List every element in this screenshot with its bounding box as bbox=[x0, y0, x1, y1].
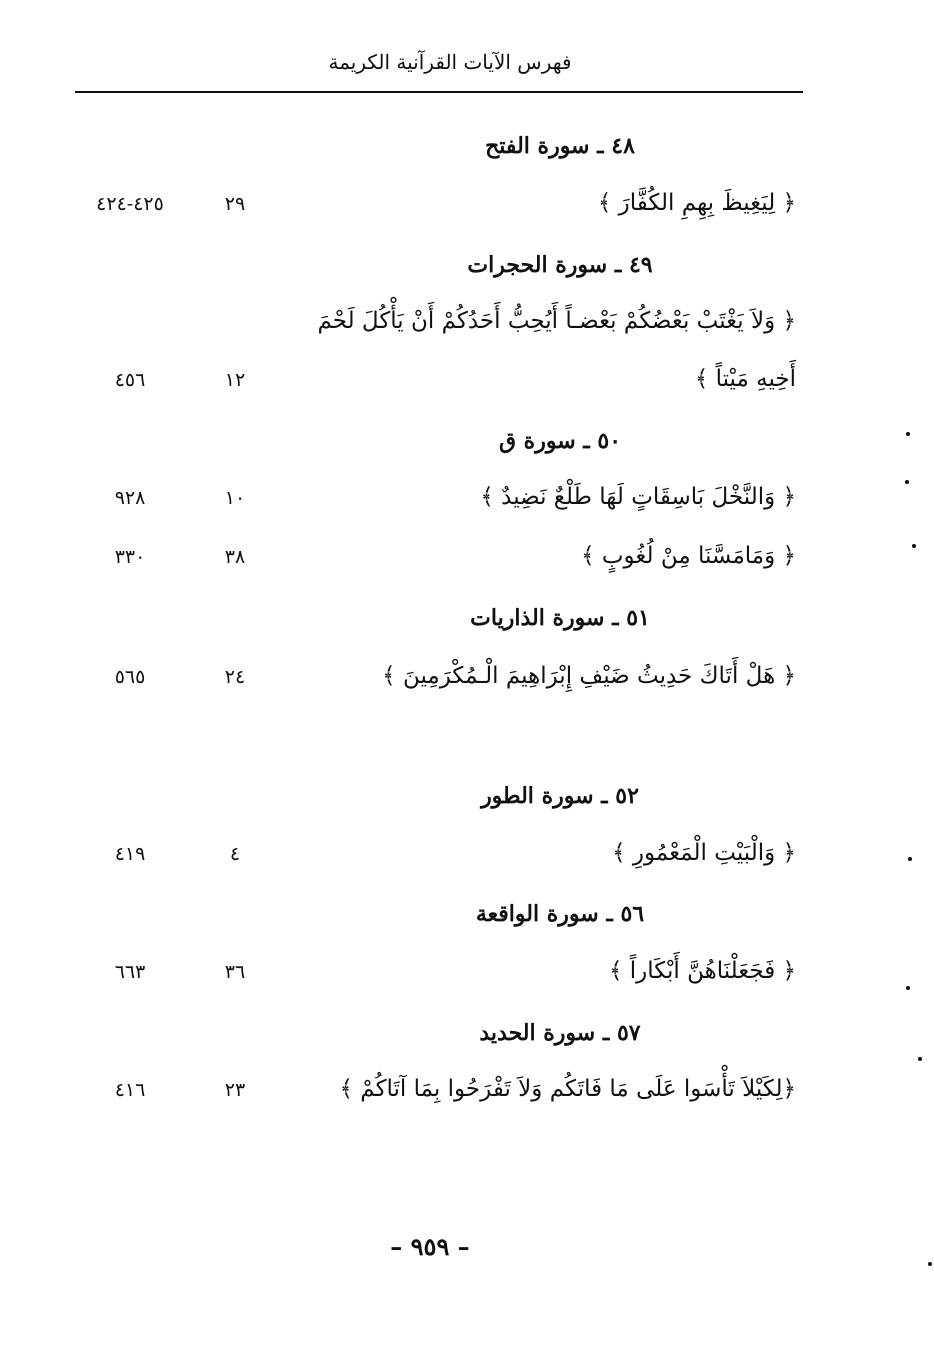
ayah-number: ١٢ bbox=[224, 369, 246, 391]
page-number: – ٩٥٩ – bbox=[390, 1232, 470, 1261]
verse-text: ﴿ وَالْبَيْتِ الْمَعْمُورِ ﴾ bbox=[612, 840, 796, 866]
surah-heading: ٥٠ ـ سورة ق bbox=[498, 428, 622, 454]
scan-speck bbox=[912, 544, 916, 548]
surah-heading: ٤٩ ـ سورة الحجرات bbox=[467, 252, 653, 278]
page-reference: ٤١٩ bbox=[114, 843, 146, 865]
verse-text: ﴿ وَلاَ يَغْتَبْ بَعْضُكُمْ بَعْضـاً أَيُحِبُّ أَحَدُكُمْ أَنْ يَأْكُلَ لَحْمَ bbox=[317, 308, 796, 334]
header-divider bbox=[75, 91, 803, 93]
ayah-number: ٣٨ bbox=[224, 546, 246, 568]
page-reference: ٦٦٣ bbox=[114, 961, 146, 983]
page-reference: ٥٦٥ bbox=[114, 666, 146, 688]
surah-heading: ٥١ ـ سورة الذاريات bbox=[470, 605, 650, 631]
verse-text: ﴿لِكَيْلاَ تَأْسَوا عَلَى مَا فَاتَكُم وَلاَ تَفْرَحُوا بِمَا آتَاكُمْ ﴾ bbox=[339, 1076, 796, 1102]
ayah-number: ٢٣ bbox=[224, 1079, 246, 1101]
scan-speck bbox=[908, 857, 912, 861]
surah-heading: ٤٨ ـ سورة الفتح bbox=[485, 133, 635, 159]
ayah-number: ٢٩ bbox=[224, 193, 246, 215]
verse-text: ﴿ وَمَامَسَّنَا مِنْ لُغُوبٍ ﴾ bbox=[581, 543, 796, 569]
page-reference: ٣٣٠ bbox=[114, 546, 146, 568]
surah-heading: ٥٦ ـ سورة الواقعة bbox=[475, 901, 645, 927]
surah-heading: ٥٢ ـ سورة الطور bbox=[481, 783, 639, 809]
verse-text: ﴿ وَالنَّخْلَ بَاسِقَاتٍ لَهَا طَلْعٌ نَضِيدٌ ﴾ bbox=[480, 484, 796, 510]
verse-text: ﴿ هَلْ أَتَاكَ حَدِيثُ ضَيْفِ إِبْرَاهِيمَ الْـمُكْرَمِينَ ﴾ bbox=[382, 663, 796, 689]
ayah-number: ٣٦ bbox=[224, 961, 246, 983]
scan-speck bbox=[905, 480, 909, 484]
scan-speck bbox=[918, 1057, 922, 1061]
scan-speck bbox=[928, 1262, 932, 1266]
verse-text: أَخِيهِ مَيْتاً ﴾ bbox=[694, 366, 796, 392]
scan-speck bbox=[906, 986, 910, 990]
ayah-number: ١٠ bbox=[224, 487, 246, 509]
ayah-number: ٢٤ bbox=[224, 666, 246, 688]
page-reference: ٤١٦ bbox=[114, 1079, 146, 1101]
page-header-title: فهرس الآيات القرآنية الكريمة bbox=[328, 50, 572, 74]
page-reference: ٤٢٥-٤٢٤ bbox=[96, 193, 164, 215]
verse-text: ﴿ فَجَعَلْنَاهُنَّ أَبْكَاراً ﴾ bbox=[608, 958, 796, 984]
page-reference: ٩٢٨ bbox=[114, 487, 146, 509]
page-reference: ٤٥٦ bbox=[114, 369, 146, 391]
verse-text: ﴿ لِيَغِيظَ بِهِمِ الكُفَّارَ ﴾ bbox=[597, 190, 796, 216]
ayah-number: ٤ bbox=[229, 843, 241, 865]
surah-heading: ٥٧ ـ سورة الحديد bbox=[479, 1020, 641, 1046]
scan-speck bbox=[906, 432, 910, 436]
